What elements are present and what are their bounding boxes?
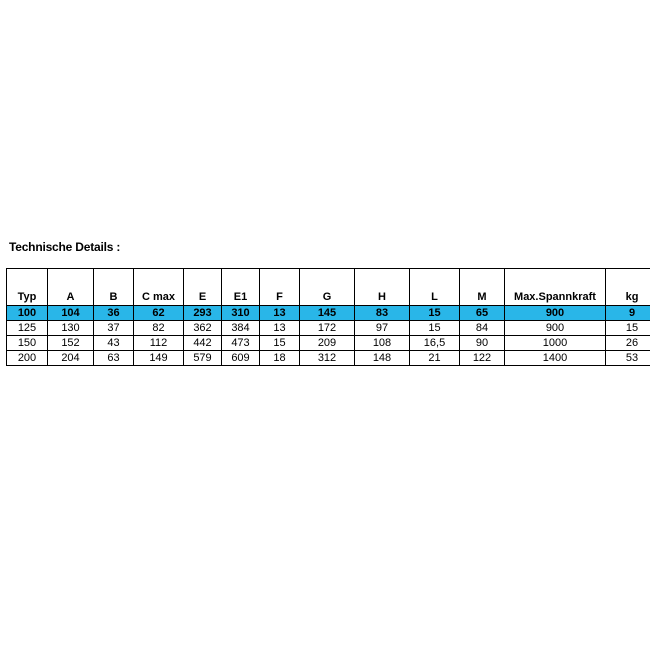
- column-header-max-spannkraft: Max.Spannkraft: [505, 269, 606, 306]
- column-header-h: H: [355, 269, 410, 306]
- table-cell: 293: [184, 306, 222, 321]
- table-cell: 97: [355, 321, 410, 336]
- table-cell: 53: [606, 351, 650, 366]
- column-header-m: M: [460, 269, 505, 306]
- table-cell: 442: [184, 336, 222, 351]
- table-cell: 209: [300, 336, 355, 351]
- table-cell: 312: [300, 351, 355, 366]
- table-cell: 15: [410, 306, 460, 321]
- table-cell: 13: [260, 321, 300, 336]
- table-cell: 15: [410, 321, 460, 336]
- table-cell: 43: [94, 336, 134, 351]
- table-cell: 104: [48, 306, 94, 321]
- table-cell: 15: [606, 321, 650, 336]
- column-header-g: G: [300, 269, 355, 306]
- table-cell: 130: [48, 321, 94, 336]
- table-cell: 148: [355, 351, 410, 366]
- column-header-a: A: [48, 269, 94, 306]
- table-cell: 200: [7, 351, 48, 366]
- table-cell: 149: [134, 351, 184, 366]
- table-cell: 900: [505, 321, 606, 336]
- table-cell: 18: [260, 351, 300, 366]
- table-cell: 145: [300, 306, 355, 321]
- table-cell: 9: [606, 306, 650, 321]
- technical-details-table: [6, 268, 650, 366]
- table-cell: 65: [460, 306, 505, 321]
- table-cell: 108: [355, 336, 410, 351]
- table-cell: 362: [184, 321, 222, 336]
- table-cell: 37: [94, 321, 134, 336]
- table-cell: 15: [260, 336, 300, 351]
- table-cell: 62: [134, 306, 184, 321]
- column-header-l: L: [410, 269, 460, 306]
- column-header-c-max: C max: [134, 269, 184, 306]
- table-cell: 125: [7, 321, 48, 336]
- table-cell: 36: [94, 306, 134, 321]
- table-row: [7, 351, 650, 366]
- table-cell: 1000: [505, 336, 606, 351]
- table-cell: 100: [7, 306, 48, 321]
- table-cell: 21: [410, 351, 460, 366]
- table-row: [7, 321, 650, 336]
- table-cell: 900: [505, 306, 606, 321]
- table-header-row: [7, 269, 650, 306]
- table-row: [7, 336, 650, 351]
- column-header-f: F: [260, 269, 300, 306]
- table-cell: 150: [7, 336, 48, 351]
- column-header-e: E: [184, 269, 222, 306]
- table-cell: 204: [48, 351, 94, 366]
- table-cell: 84: [460, 321, 505, 336]
- table-cell: 13: [260, 306, 300, 321]
- column-header-e1: E1: [222, 269, 260, 306]
- table-cell: 90: [460, 336, 505, 351]
- column-header-typ: Typ: [7, 269, 48, 306]
- table-cell: 83: [355, 306, 410, 321]
- table-cell: 82: [134, 321, 184, 336]
- table-cell: 473: [222, 336, 260, 351]
- table-cell: 16,5: [410, 336, 460, 351]
- column-header-kg: kg: [606, 269, 650, 306]
- table-cell: 1400: [505, 351, 606, 366]
- table-cell: 310: [222, 306, 260, 321]
- table-cell: 172: [300, 321, 355, 336]
- table-cell: 122: [460, 351, 505, 366]
- table-cell: 63: [94, 351, 134, 366]
- page-title: Technische Details :: [9, 240, 121, 254]
- table-cell: 112: [134, 336, 184, 351]
- table-cell: 579: [184, 351, 222, 366]
- column-header-b: B: [94, 269, 134, 306]
- table-cell: 609: [222, 351, 260, 366]
- table-cell: 26: [606, 336, 650, 351]
- table-row: [7, 306, 650, 321]
- table-cell: 384: [222, 321, 260, 336]
- table-cell: 152: [48, 336, 94, 351]
